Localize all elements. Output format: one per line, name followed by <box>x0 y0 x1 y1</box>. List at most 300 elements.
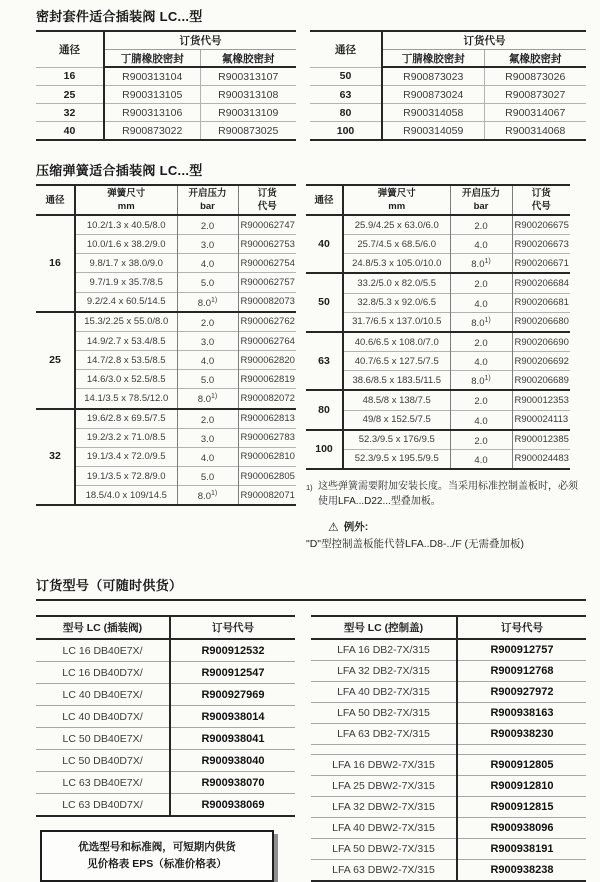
order-code-cell: R900206673 <box>512 235 570 254</box>
spring-size-cell: 10.2/1.3 x 40.5/8.0 <box>75 215 177 235</box>
order-code-cell: R900873027 <box>484 86 586 104</box>
diameter-cell: 25 <box>36 312 75 409</box>
spring-size-cell: 40.7/6.5 x 127.5/7.5 <box>343 352 450 371</box>
spring-tables-row <box>36 184 586 551</box>
spring-size-cell: 24.8/5.3 x 105.0/10.0 <box>343 254 450 274</box>
table-row <box>306 312 570 332</box>
model-cell: LC 16 DB40E7X/ <box>36 639 170 662</box>
pressure-cell <box>177 486 238 506</box>
order-code-cell: R900206689 <box>512 371 570 391</box>
order-code-cell: R900082072 <box>238 389 296 409</box>
spring-size-cell: 48.5/8 x 138/7.5 <box>343 390 450 410</box>
spring-size-cell: 31.7/6.5 x 137.0/10.5 <box>343 312 450 332</box>
pressure-cell <box>177 447 238 466</box>
title-underline <box>36 599 586 601</box>
model-cell: LC 40 DB40E7X/ <box>36 684 170 706</box>
section-title-seal: 密封套件适合插装阀 LC...型 <box>36 9 203 24</box>
table-row <box>36 331 296 350</box>
order-code-cell: R900206684 <box>512 273 570 293</box>
spring-size-cell: 9.8/1.7 x 38.0/9.0 <box>75 254 177 273</box>
pressure-cell <box>450 332 512 352</box>
table-row <box>306 352 570 371</box>
pressure-value: 3.0 <box>200 240 215 252</box>
diameter-cell: 32 <box>36 104 104 122</box>
order-code-cell: R900062764 <box>238 331 296 350</box>
order-code-cell: R900938069 <box>170 794 295 817</box>
table-row <box>36 467 296 486</box>
model-cell: LC 40 DB40D7X/ <box>36 706 170 728</box>
order-code-cell: R900314068 <box>484 122 586 141</box>
order-code-cell: R900313106 <box>104 104 200 122</box>
col-header-model: 型号 LC (插装阀) <box>36 616 170 639</box>
pressure-cell <box>177 254 238 273</box>
pressure-value: 3.0 <box>200 337 215 349</box>
order-code-cell: R900062762 <box>238 312 296 332</box>
order-code-cell: R900062819 <box>238 370 296 389</box>
spring-size-cell: 10.0/1.6 x 38.2/9.0 <box>75 235 177 254</box>
model-cell: LFA 16 DBW2-7X/315 <box>311 755 457 776</box>
model-cell: LC 63 DB40E7X/ <box>36 772 170 794</box>
order-code-cell: R900206671 <box>512 254 570 274</box>
table-header-row <box>36 185 296 215</box>
order-code-cell: R900938191 <box>457 839 586 860</box>
col-header-diameter: 通径 <box>36 185 75 215</box>
table-row <box>310 104 586 122</box>
order-code-cell: R900912532 <box>170 639 295 662</box>
pressure-value: 2.0 <box>474 396 488 408</box>
table-row <box>306 332 570 352</box>
section-title-springs: 压缩弹簧适合插装阀 LC...型 <box>36 163 203 178</box>
pressure-cell <box>177 292 238 312</box>
col-header-diameter: 通径 <box>306 185 343 215</box>
footnote-ref: 1) <box>484 316 491 324</box>
order-code-cell: R900938070 <box>170 772 295 794</box>
order-code-cell: R900012353 <box>512 390 570 410</box>
order-code-cell: R900912815 <box>457 797 586 818</box>
spring-size-cell: 32.8/5.3 x 92.0/6.5 <box>343 293 450 312</box>
pressure-cell <box>450 352 512 371</box>
order-code-cell <box>457 745 586 755</box>
table-row <box>36 235 296 254</box>
order-code-cell: R900938163 <box>457 703 586 724</box>
order-code-cell: R900873022 <box>104 122 200 141</box>
table-row <box>36 215 296 235</box>
order-code-cell: R900024113 <box>512 410 570 430</box>
table-row <box>306 390 570 410</box>
section-compression-springs <box>36 160 586 551</box>
table-row <box>36 486 296 506</box>
section-seal-kits <box>36 6 586 141</box>
pressure-cell <box>450 293 512 312</box>
pressure-cell <box>450 371 512 391</box>
table-header-row <box>36 31 296 50</box>
spring-table-left <box>36 184 296 506</box>
pressure-value: 4.0 <box>200 453 215 465</box>
exception-note <box>306 519 586 551</box>
col-header-order-code: 订号代号 <box>457 616 586 639</box>
pressure-cell <box>177 389 238 409</box>
table-row <box>36 794 295 817</box>
pressure-cell <box>450 254 512 274</box>
diameter-cell: 100 <box>306 430 343 469</box>
spring-size-cell: 52.3/9.5 x 176/9.5 <box>343 430 450 450</box>
order-code-cell: R900938238 <box>457 860 586 882</box>
table-row <box>311 639 586 661</box>
table-row <box>306 235 570 254</box>
order-code-cell: R900314067 <box>484 104 586 122</box>
col-header-model: 型号 LC (控制盖) <box>311 616 457 639</box>
col-header-fkm-seal: 氟橡胶密封 <box>484 50 586 68</box>
table-row <box>36 86 296 104</box>
pressure-cell <box>177 409 238 429</box>
table-row <box>36 428 296 447</box>
pressure-value: 2.0 <box>200 414 215 426</box>
order-code-cell: R900206675 <box>512 215 570 235</box>
footnote-text: 这些弹簧需要附加安装长度。当采用标准控制盖板时，必须使用LFA...D22...型叠加板。 <box>318 481 578 508</box>
pressure-value: 2.0 <box>474 221 488 233</box>
order-code-cell: R900912805 <box>457 755 586 776</box>
table-header-row <box>36 616 295 639</box>
table-row <box>310 86 586 104</box>
pressure-value: 4.0 <box>474 415 488 427</box>
table-row <box>306 430 570 450</box>
pressure-value: 2.0 <box>200 221 215 233</box>
table-row <box>311 818 586 839</box>
diameter-cell: 25 <box>36 86 104 104</box>
pressure-cell <box>177 351 238 370</box>
table-row <box>36 104 296 122</box>
spring-footnote <box>306 479 582 509</box>
spring-right-column <box>306 184 586 551</box>
col-header-opening-pressure <box>177 185 238 215</box>
order-table-cartridge-valve <box>36 615 295 817</box>
pressure-cell <box>450 235 512 254</box>
table-row <box>306 215 570 235</box>
warning-triangle-icon: ⚠ <box>328 519 339 534</box>
pressure-cell <box>177 215 238 235</box>
col-header-spring-size <box>75 185 177 215</box>
pressure-cell <box>177 312 238 332</box>
pressure-cell <box>177 370 238 389</box>
order-code-cell: R900938230 <box>457 724 586 745</box>
footnote-ref: 1) <box>210 393 218 401</box>
pressure-value: 4.0 <box>474 240 488 252</box>
col-header-order-code: 订货代号 <box>104 31 296 50</box>
model-cell: LFA 63 DB2-7X/315 <box>311 724 457 745</box>
table-row <box>36 273 296 292</box>
order-code-cell: R900082073 <box>238 292 296 312</box>
spring-size-cell: 14.9/2.7 x 53.4/8.5 <box>75 331 177 350</box>
spring-size-cell: 9.7/1.9 x 35.7/8.5 <box>75 273 177 292</box>
order-code-cell: R900206692 <box>512 352 570 371</box>
col-header-nbr-seal: 丁腈橡胶密封 <box>382 50 484 68</box>
table-row <box>306 254 570 274</box>
model-cell: LFA 40 DB2-7X/315 <box>311 682 457 703</box>
order-code-cell: R900912768 <box>457 661 586 682</box>
pressure-value: 8.0 <box>197 491 211 503</box>
pressure-value: 2.0 <box>474 435 488 447</box>
table-row <box>36 122 296 141</box>
order-code-label-1: 订货 <box>531 188 551 199</box>
pressure-value: 8.0 <box>471 317 485 329</box>
order-left-column <box>36 615 295 882</box>
order-code-cell: R900313105 <box>104 86 200 104</box>
diameter-cell: 80 <box>310 104 382 122</box>
order-code-cell: R900024483 <box>512 449 570 469</box>
table-row <box>36 292 296 312</box>
order-code-cell: R900062805 <box>238 467 296 486</box>
pressure-cell <box>450 430 512 450</box>
order-code-label-2: 代号 <box>257 201 277 212</box>
pressure-value: 3.0 <box>200 433 215 445</box>
pressure-value: 5.0 <box>200 472 215 484</box>
col-header-order-code: 订号代号 <box>170 616 295 639</box>
order-code-cell: R900314059 <box>382 122 484 141</box>
diameter-cell: 50 <box>306 273 343 331</box>
order-code-cell: R900062757 <box>238 273 296 292</box>
notice-line-1: 优选型号和标准阀，可短期内供货 <box>78 841 236 854</box>
pressure-cell <box>450 449 512 469</box>
spring-size-unit: mm <box>388 201 406 212</box>
table-row <box>36 639 295 662</box>
pressure-cell <box>450 273 512 293</box>
order-code-cell: R900912757 <box>457 639 586 661</box>
model-cell: LFA 50 DBW2-7X/315 <box>311 839 457 860</box>
model-cell: LFA 25 DBW2-7X/315 <box>311 776 457 797</box>
pressure-value: 5.0 <box>200 375 215 387</box>
col-header-diameter: 通径 <box>310 31 382 67</box>
table-row <box>311 860 586 882</box>
pressure-label: 开启压力 <box>188 188 227 199</box>
model-cell: LC 63 DB40D7X/ <box>36 794 170 817</box>
spring-size-cell: 18.5/4.0 x 109/14.5 <box>75 486 177 506</box>
table-row <box>306 371 570 391</box>
table-row <box>310 122 586 141</box>
spring-size-cell: 14.1/3.5 x 78.5/12.0 <box>75 389 177 409</box>
spring-size-cell: 38.6/8.5 x 183.5/11.5 <box>343 371 450 391</box>
spring-size-cell: 49/8 x 152.5/7.5 <box>343 410 450 430</box>
section-title-order: 订货型号（可随时供货） <box>36 578 183 594</box>
pressure-value: 2.0 <box>200 317 215 329</box>
diameter-cell: 80 <box>306 390 343 429</box>
table-row <box>311 755 586 776</box>
spring-table-right <box>306 184 570 470</box>
order-code-cell: R900082071 <box>238 486 296 506</box>
order-code-cell: R900873026 <box>484 67 586 86</box>
pressure-value: 5.0 <box>200 278 215 290</box>
table-row <box>311 703 586 724</box>
col-header-nbr-seal: 丁腈橡胶密封 <box>104 50 200 68</box>
col-header-diameter: 通径 <box>36 31 104 67</box>
table-row <box>36 750 295 772</box>
spring-size-cell: 19.6/2.8 x 69.5/7.5 <box>75 409 177 429</box>
model-cell <box>311 745 457 755</box>
table-row <box>311 839 586 860</box>
pressure-value: 8.0 <box>197 394 211 406</box>
table-row <box>36 370 296 389</box>
pressure-value: 2.0 <box>474 338 488 350</box>
table-row <box>36 312 296 332</box>
notice-line-2: 见价格表 EPS（标准价格表） <box>87 858 227 871</box>
col-header-opening-pressure <box>450 185 512 215</box>
col-header-order-code: 订货代号 <box>382 31 586 50</box>
diameter-cell: 63 <box>306 332 343 390</box>
model-cell: LFA 50 DB2-7X/315 <box>311 703 457 724</box>
table-row <box>36 67 296 86</box>
exception-text: "D"型控制盖板能代替LFA..D8-../F (无需叠加板) <box>306 538 525 551</box>
pressure-value: 4.0 <box>200 259 215 271</box>
model-cell: LFA 32 DBW2-7X/315 <box>311 797 457 818</box>
spring-size-cell: 15.3/2.25 x 55.0/8.0 <box>75 312 177 332</box>
table-row <box>306 449 570 469</box>
pressure-cell <box>450 410 512 430</box>
col-header-fkm-seal: 氟橡胶密封 <box>200 50 296 68</box>
order-code-cell: R900314058 <box>382 104 484 122</box>
order-code-cell: R900062747 <box>238 215 296 235</box>
order-code-cell: R900062783 <box>238 428 296 447</box>
model-cell: LC 50 DB40D7X/ <box>36 750 170 772</box>
table-row <box>310 67 586 86</box>
spring-size-label: 弹簧尺寸 <box>107 188 146 199</box>
diameter-cell: 50 <box>310 67 382 86</box>
diameter-cell: 40 <box>36 122 104 141</box>
exception-label: 例外: <box>343 521 369 534</box>
pressure-cell <box>177 235 238 254</box>
spring-size-cell: 19.1/3.4 x 72.0/9.5 <box>75 447 177 466</box>
table-header-row <box>310 31 586 50</box>
table-row <box>36 351 296 370</box>
pressure-cell <box>177 331 238 350</box>
table-row <box>36 684 295 706</box>
seal-table-left <box>36 30 296 141</box>
table-row <box>311 682 586 703</box>
footnote-ref: 1) <box>210 490 218 498</box>
order-code-cell: R900938014 <box>170 706 295 728</box>
pressure-cell <box>177 273 238 292</box>
footnote-ref: 1) <box>306 483 313 493</box>
footnote-ref: 1) <box>210 296 218 304</box>
seal-tables-row <box>36 30 586 141</box>
order-code-cell: R900873023 <box>382 67 484 86</box>
order-code-cell: R900912547 <box>170 662 295 684</box>
order-code-cell: R900062810 <box>238 447 296 466</box>
pressure-cell <box>450 390 512 410</box>
spring-size-label: 弹簧尺寸 <box>377 188 416 199</box>
pressure-value: 4.0 <box>474 455 488 467</box>
spring-size-cell: 52.3/9.5 x 195.5/9.5 <box>343 449 450 469</box>
order-table-control-cover <box>311 615 586 882</box>
order-code-cell: R900062820 <box>238 351 296 370</box>
order-code-cell: R900927969 <box>170 684 295 706</box>
exception-header <box>328 519 586 534</box>
pressure-cell <box>177 428 238 447</box>
table-row <box>311 797 586 818</box>
order-code-cell: R900313109 <box>200 104 296 122</box>
table-header-row <box>306 185 570 215</box>
spring-size-unit: mm <box>117 201 135 212</box>
table-row <box>36 254 296 273</box>
model-cell: LC 50 DB40E7X/ <box>36 728 170 750</box>
pressure-unit: bar <box>200 201 215 212</box>
pressure-value: 4.0 <box>200 356 215 368</box>
table-header-row <box>311 616 586 639</box>
spring-size-cell: 14.6/3.0 x 52.5/8.5 <box>75 370 177 389</box>
table-row <box>36 772 295 794</box>
table-row <box>311 724 586 745</box>
spring-size-cell: 40.6/6.5 x 108.0/7.0 <box>343 332 450 352</box>
pressure-label: 开启压力 <box>461 188 500 199</box>
pressure-cell <box>177 467 238 486</box>
diameter-cell: 100 <box>310 122 382 141</box>
spring-size-cell: 9.2/2.4 x 60.5/14.5 <box>75 292 177 312</box>
section-order-models <box>36 575 586 882</box>
order-code-cell: R900938041 <box>170 728 295 750</box>
order-code-cell: R900873024 <box>382 86 484 104</box>
table-row <box>306 410 570 430</box>
spring-size-cell: 19.1/3.5 x 72.8/9.0 <box>75 467 177 486</box>
col-header-spring-size <box>343 185 450 215</box>
availability-notice-box <box>40 830 274 882</box>
order-code-cell: R900062753 <box>238 235 296 254</box>
pressure-value: 8.0 <box>471 259 485 271</box>
spring-size-cell: 14.7/2.8 x 53.5/8.5 <box>75 351 177 370</box>
table-row <box>36 662 295 684</box>
order-code-cell: R900206680 <box>512 312 570 332</box>
order-code-cell: R900062813 <box>238 409 296 429</box>
pressure-cell <box>450 312 512 332</box>
order-tables-row <box>36 615 586 882</box>
table-row <box>311 745 586 755</box>
table-row <box>306 293 570 312</box>
order-code-cell: R900927972 <box>457 682 586 703</box>
order-code-cell: R900062754 <box>238 254 296 273</box>
diameter-cell: 16 <box>36 215 75 312</box>
model-cell: LFA 63 DBW2-7X/315 <box>311 860 457 882</box>
pressure-value: 8.0 <box>471 376 485 388</box>
order-code-cell: R900206690 <box>512 332 570 352</box>
pressure-value: 8.0 <box>197 297 211 309</box>
order-code-cell: R900938096 <box>457 818 586 839</box>
order-code-cell: R900313108 <box>200 86 296 104</box>
pressure-unit: bar <box>473 201 489 212</box>
order-code-cell: R900938040 <box>170 750 295 772</box>
model-cell: LC 16 DB40D7X/ <box>36 662 170 684</box>
table-row <box>36 706 295 728</box>
table-row <box>311 661 586 682</box>
table-row <box>311 776 586 797</box>
pressure-value: 4.0 <box>474 357 488 369</box>
col-header-order-code <box>512 185 570 215</box>
order-code-cell: R900206681 <box>512 293 570 312</box>
order-code-cell: R900012385 <box>512 430 570 450</box>
pressure-value: 2.0 <box>474 279 488 291</box>
model-cell: LFA 40 DBW2-7X/315 <box>311 818 457 839</box>
order-code-cell: R900912810 <box>457 776 586 797</box>
table-row <box>36 728 295 750</box>
model-cell: LFA 16 DB2-7X/315 <box>311 639 457 661</box>
footnote-ref: 1) <box>484 375 491 383</box>
spring-size-cell: 25.7/4.5 x 68.5/6.0 <box>343 235 450 254</box>
diameter-cell: 40 <box>306 215 343 273</box>
pressure-value: 4.0 <box>474 298 488 310</box>
col-header-order-code <box>238 185 296 215</box>
seal-table-right <box>310 30 586 141</box>
diameter-cell: 16 <box>36 67 104 86</box>
table-row <box>36 447 296 466</box>
diameter-cell: 63 <box>310 86 382 104</box>
footnote-ref: 1) <box>484 258 491 266</box>
table-row <box>306 273 570 293</box>
